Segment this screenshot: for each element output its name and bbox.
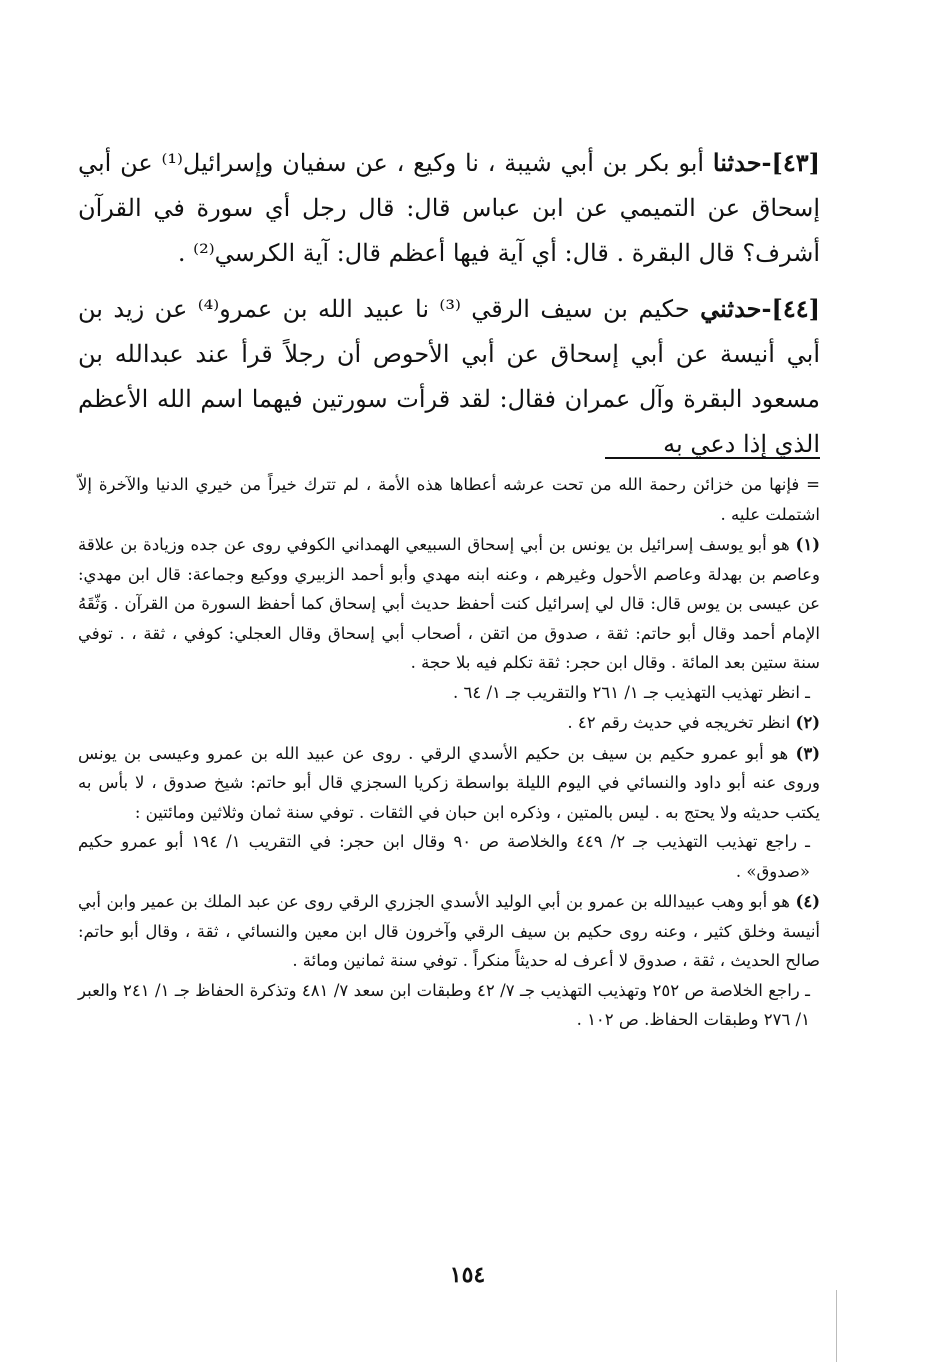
- hadith-43-lead: -حدثنا: [712, 148, 772, 177]
- hadith-43-number: [٤٣]: [771, 148, 821, 177]
- footnote-4-reference: ـ راجع الخلاصة ص ٢٥٢ وتهذيب التهذيب جـ ٧/ ٤٢ وطبقات ابن سعد ٧/ ٤٨١ وتذكرة الحفاظ جـ ١/ ٢٤١ والعبر ١/ ٢٧٦ وطبقات الحفاظ. ص ١٠٢ .: [78, 980, 811, 1029]
- continuation-mark: =: [806, 475, 820, 494]
- hadith-43: [78, 140, 820, 276]
- footnote-4: [78, 887, 820, 976]
- hadith-44-lead: -حدثني: [700, 294, 772, 323]
- hadith-44-text: حكيم بن سيف الرقي ⁽³⁾ نا عبيد الله بن عمرو⁽⁴⁾ عن زيد بن أبي أنيسة عن أبي إسحاق عن أبي الأحوص أن رجلاً قرأ عند عبدالله بن مسعود البقرة وآل عمران فقال: لقد قرأت سورتين فيهما اسم الله الأعظم الذي إذا دعي به: [78, 295, 821, 458]
- footnotes: [78, 470, 820, 1035]
- footnote-3-number: (٣): [795, 743, 820, 763]
- hadith-43-text: أبو بكر بن أبي شيبة ، نا وكيع ، عن سفيان وإسرائيل⁽¹⁾ عن أبي إسحاق عن التميمي عن ابن عباس قال: قال رجل أي سورة في القرآن أشرف؟ قال البقرة . قال: أي آية فيها أعظم قال: آية الكرسي⁽²⁾ .: [78, 149, 820, 267]
- footnote-1-number: (١): [795, 535, 821, 554]
- hadith-44-number: [٤٤]: [771, 294, 820, 323]
- footnote-1: [78, 530, 820, 678]
- main-text: [78, 140, 820, 477]
- footnote-2-text: انظر تخريجه في حديث رقم ٤٢ .: [567, 713, 791, 732]
- footnote-4-text: هو أبو وهب عبيدالله بن عمرو بن أبي الوليد الأسدي الجزري الرقي روى عن عبد الملك بن عمير وابن أبي أنيسة وخلق كثير ، وعنه روى حكيم بن سيف الرقي وآخرون قال ابن معين والنسائي ، ثقة ، وقال أبو حاتم: صالح الحديث ، ثقة ، صدوق لا أعرف له حديثاً منكراً . توفي سنة ثمانين ومائة .: [78, 892, 820, 970]
- footnote-3-reference: ـ راجع تهذيب التهذيب جـ ٢/ ٤٤٩ والخلاصة ص ٩٠ وقال ابن حجر: في التقريب ١/ ١٩٤ أبو عمرو حكيم «صدوق» .: [78, 832, 810, 881]
- footnote-4-number: (٤): [795, 892, 820, 911]
- footnote-2: [78, 708, 820, 738]
- footnote-divider: [605, 457, 820, 459]
- scan-edge-mark: [836, 1290, 837, 1362]
- footnote-1-reference: ـ انظر تهذيب التهذيب جـ ١/ ٢٦١ والتقريب جـ ١/ ٦٤ .: [453, 682, 810, 702]
- footnote-1-text: هو أبو يوسف إسرائيل بن يونس بن أبي إسحاق السبيعي الهمداني الكوفي روى عن جده وزيادة بن علاقة وعاصم بن بهدلة وعاصم الأحول وغيرهم ، وعنه ابنه مهدي وأبو أحمد الزبيري ووكيع وجماعة: قال ابن مهدي: عن عيسى بن يوس قال: قال لي إسرائيل كنت أحفظ حديث أبي إسحاق كما أحفظ السورة من القرآن . وَثّقَهُ الإمام أحمد وقال أبو حاتم: ثقة ، صدوق من اتقن ، أصحاب أبي إسحاق وقال العجلي: كوفي ، ثقة ، . توفي سنة ستين بعد المائة . وقال ابن حجر: ثقة تكلم فيه بلا حجة .: [78, 535, 820, 672]
- continuation-text: فإنها من خزائن رحمة الله من تحت عرشه أعطاها هذه الأمة ، لم تترك خيراً من خيري الدنيا والآخرة إلاّ اشتملت عليه .: [78, 475, 820, 524]
- page-number: ١٥٤: [449, 1262, 486, 1288]
- footnote-3: [78, 739, 820, 828]
- hadith-44: [78, 286, 820, 467]
- footnote-3-text: هو أبو عمرو حكيم بن سيف بن حكيم الأسدي الرقي . روى عن عبيد الله بن عمرو وعيسى بن يونس وروى عنه أبو داود والنسائي في اليوم الليلة بواسطة زكريا السجزي قال أبو حاتم: شيخ صدوق ، لا بأس به يكتب حديثه ولا يحتج به . ليس بالمتين ، وذكره ابن حبان في الثقات . توفي سنة ثمان وثلاثين ومائتين :: [78, 743, 820, 822]
- footnote-2-number: (٢): [795, 713, 820, 732]
- footnote-continuation: [78, 470, 820, 529]
